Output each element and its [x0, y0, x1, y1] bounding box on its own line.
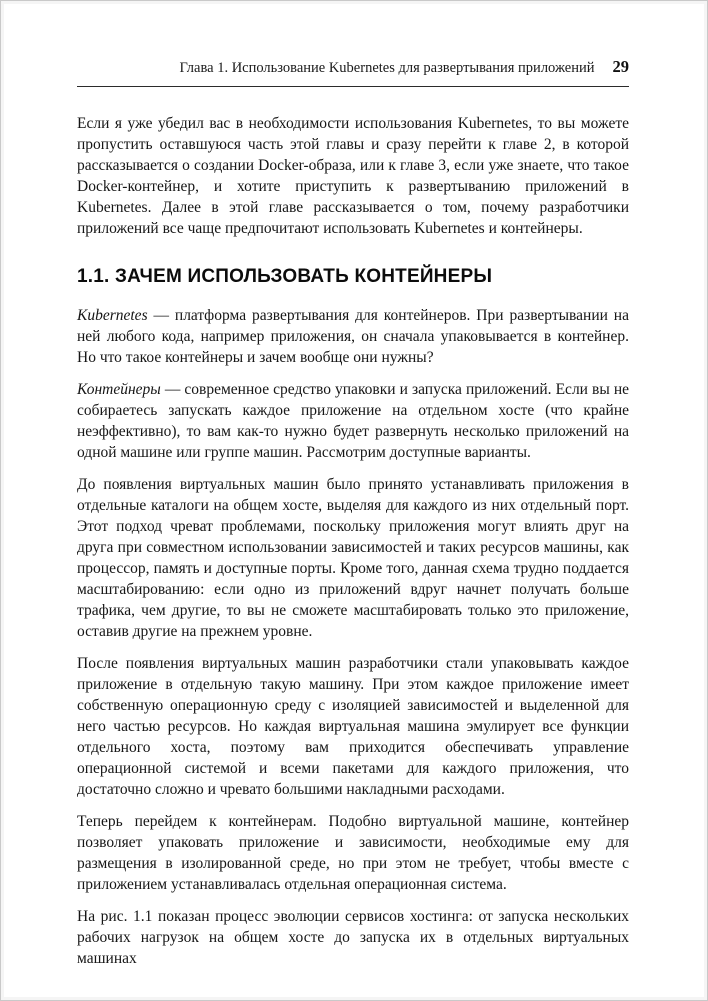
- header-rule: [77, 86, 629, 87]
- paragraph: [77, 379, 629, 463]
- paragraph-text: — платформа развертывания для контейнеров. При развертывании на ней любого кода, например приложения, он сначала упаковывается в контейнер. Но что такое контейнеры и зачем вообще они нужны?: [77, 307, 629, 367]
- paragraph-text: На рис. 1.1 показан процесс эволюции сервисов хостинга: от запуска нескольких рабочих нагрузок на общем хосте до запуска их в отдельных виртуальных машинах: [77, 908, 629, 968]
- chapter-title: Глава 1. Использование Kubernetes для развертывания приложений: [179, 60, 595, 76]
- paragraph: [77, 474, 629, 642]
- paragraph: [77, 811, 629, 895]
- page-content: [1, 1, 707, 969]
- paragraph-lead-italic: Kubernetes: [77, 307, 148, 325]
- paragraph-text: До появления виртуальных машин было принято устанавливать приложения в отдельные каталоги на общем хосте, выделяя для каждого из них отдельный порт. Этот подход чреват проблемами, поскольку приложения могут влиять друг на друга при совместном использовании зависимостей и таких ресурсов машины, как процессор, память и доступные порты. Кроме того, данная схема трудно поддается масштабированию: если одно из приложений вдруг начнет получать больше трафика, чем другие, то вы не сможете масштабировать только это приложение, оставив другие на прежнем уровне.: [77, 476, 629, 641]
- paragraph-lead-italic: Контейнеры: [77, 381, 161, 399]
- paragraph-text: Теперь перейдем к контейнерам. Подобно виртуальной машине, контейнер позволяет упаковать приложение и зависимости, необходимые ему для размещения в изолированной среде, но при этом не требует, чтобы вместе с приложением устанавливалась отдельная операционная система.: [77, 813, 629, 894]
- paragraph-text: — современное средство упаковки и запуска приложений. Если вы не собираетесь запускать каждое приложение на отдельном хосте (что крайне неэффективно), то вам как-то нужно будет развернуть несколько приложений на одной машине или группе машин. Рассмотрим доступные варианты.: [77, 381, 629, 462]
- running-header: [77, 57, 629, 86]
- paragraph-text: После появления виртуальных машин разработчики стали упаковывать каждое приложение в отдельную такую машину. При этом каждое приложение имеет собственную операционную среду с изоляцией зависимостей и выделенной для него частью ресурсов. Но каждая виртуальная машина эмулирует все функции отдельного хоста, поэтому вам приходится обеспечивать управление операционной системой и всеми пакетами для каждого приложения, что достаточно сложно и чревато большими накладными расходами.: [77, 655, 629, 799]
- section-heading: 1.1. ЗАЧЕМ ИСПОЛЬЗОВАТЬ КОНТЕЙНЕРЫ: [77, 266, 493, 288]
- paragraph: [77, 906, 629, 969]
- paragraph: [77, 653, 629, 800]
- paragraph: [77, 305, 629, 368]
- paragraph-text: Если я уже убедил вас в необходимости использования Kubernetes, то вы можете пропустить оставшуюся часть этой главы и сразу перейти к главе 2, в которой рассказывается о создании Docker-образа, или к главе 3, если уже знаете, что такое Docker-контейнер, и хотите приступить к развертыванию приложений в Kubernetes. Далее в этой главе рассказывается о том, почему разработчики приложений все чаще предпочитают использовать Kubernetes и контейнеры.: [77, 115, 629, 238]
- page-number: 29: [612, 57, 629, 76]
- page-body: [77, 113, 629, 969]
- intro-paragraph: [77, 113, 629, 239]
